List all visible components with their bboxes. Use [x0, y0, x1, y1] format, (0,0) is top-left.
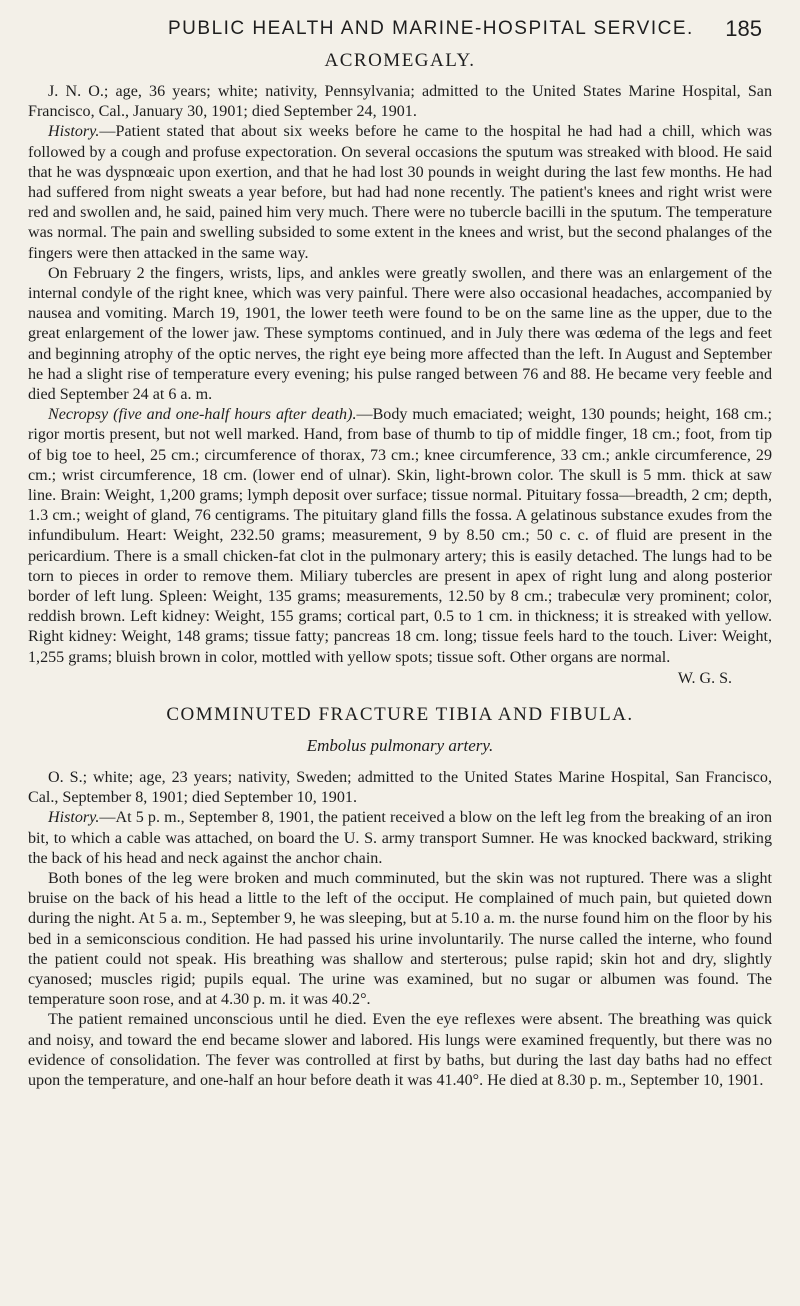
necropsy-text: —Body much emaciated; weight, 130 pounds; height, 168 cm.; rigor mortis present, but not well marked. Hand, from base of thumb to tip of middle finger, 18 cm.; foot, from tip of big toe to heel, 25 cm.; circumference of thorax, 73 cm.; knee circumference, 33 cm.; ankle circumference, 29 cm.; wrist circumference, 18 cm. (lower end of ulnar). Skin, light-brown color. The skull is 5 mm. thick at saw line. Brain: Weight, 1,200 grams; lymph deposit over surface; tissue normal. Pituitary fossa—breadth, 2 cm; depth, 1.3 cm.; weight of gland, 76 centigrams. The pituitary gland fills the fossa. A gelatinous substance exudes from the infundibulum. Heart: Weight, 232.50 grams; measurement, 9 by 8.50 cm.; 50 c. c. of fluid are present in the pericardium. There is a small chicken-fat clot in the pulmonary artery; this is easily detached. The lungs had to be torn to pieces in order to remove them. Miliary tubercles are present in apex of right lung and along posterior border of left lung. Spleen: Weight, 135 grams; measurements, 12.50 by 8 cm.; trabeculæ very prominent; color, reddish brown. Left kidney: Weight, 155 grams; cortical part, 0.5 to 1 cm. in thickness; it is streaked with yellow. Right kidney: Weight, 148 grams; tissue fatty; pancreas 18 cm. long; tissue feels hard to the touch. Liver: Weight, 1,255 grams; bluish brown in color, mottled with yellow spots; tissue soft. Other organs are normal.	[28, 406, 772, 666]
article-acromegaly	[28, 50, 772, 688]
article-fracture	[28, 704, 772, 1091]
outcome-paragraph: The patient remained unconscious until he died. Even the eye reflexes were absent. The breathing was quick and noisy, and toward the end became slower and labored. His lungs were examined frequently, but there was no evidence of consolidation. The fever was controlled at first by baths, but during the last day baths had no effect upon the temperature, and one-half an hour before death it was 41.40°. He died at 8.30 p. m., September 10, 1901.	[28, 1011, 772, 1089]
article-subtitle: Embolus pulmonary artery.	[306, 735, 494, 755]
case-summary-paragraph: O. S.; white; age, 23 years; nativity, Sweden; admitted to the United States Marine Hospital, San Francisco, Cal., September 8, 1901; died September 10, 1901.	[28, 768, 772, 807]
history-text: —At 5 p. m., September 8, 1901, the patient received a blow on the left leg from the breaking of an iron bit, to which a cable was attached, on board the U. S. army transport Sumner. He was knocked backward, striking the back of his head and neck against the anchor chain.	[28, 809, 772, 867]
history-lead: History.	[48, 123, 100, 141]
history-text: —Patient stated that about six weeks before he came to the hospital he had had a chill, which was followed by a cough and profuse expectoration. On several occasions the sputum was streaked with blood. He said that he was dyspnœaic upon exertion, and that he had lost 30 pounds in weight during the last few months. He had had suffered from night sweats a year before, but had had none recently. The patient's knees and right wrist were red and swollen and, he said, pained him very much. There were no tubercle bacilli in the sputum. The temperature was normal. The pain and swelling subsided to some extent in the knees and wrist, but the second phalanges of the fingers were then attacked in the same way.	[28, 123, 772, 262]
running-header	[28, 14, 772, 42]
necropsy-paragraph	[28, 405, 772, 668]
article-title: COMMINUTED FRACTURE TIBIA AND FIBULA.	[166, 703, 634, 725]
case-summary-paragraph: J. N. O.; age, 36 years; white; nativity, Pennsylvania; admitted to the United States Marine Hospital, San Francisco, Cal., January 30, 1901; died September 24, 1901.	[28, 83, 772, 121]
history-lead: History.	[48, 809, 100, 827]
progress-paragraph: On February 2 the fingers, wrists, lips, and ankles were greatly swollen, and there was an enlargement of the internal condyle of the right knee, which was very painful. There were also occasional headaches, accompanied by nausea and vomiting. March 19, 1901, the lower teeth were found to be on the same line as the upper, due to the great enlargement of the lower jaw. These symptoms continued, and in July there was œdema of the legs and feet and beginning atrophy of the optic nerves, the right eye being more affected than the left. In August and September he had a slight rise of temperature every evening; his pulse ranged between 76 and 88. He became very feeble and died September 24 at 6 a. m.	[28, 264, 772, 404]
necropsy-lead: Necropsy (five and one-half hours after death).	[48, 406, 357, 424]
injury-paragraph: Both bones of the leg were broken and much comminuted, but the skin was not ruptured. There was a slight bruise on the back of his head a little to the left of the occiput. He complained of much pain, but quieted down during the night. At 5 a. m., September 9, he was sleeping, but at 5.10 a. m. the nurse found him on the floor by his bed in a semiconscious condition. He had passed his urine involuntarily. The nurse called the interne, who found the patient could not speak. His breathing was shallow and sterterous; pulse rapid; skin hot and dry, slightly cyanosed; muscles rigid; pupils equal. The urine was examined, but no sugar or albumen was found. The temperature soon rose, and at 4.30 p. m. it was 40.2°.	[28, 869, 772, 1009]
history-paragraph	[28, 122, 772, 263]
history-paragraph	[28, 808, 772, 869]
running-title: PUBLIC HEALTH AND MARINE-HOSPITAL SERVICE.	[168, 18, 694, 39]
author-signature: W. G. S.	[677, 669, 732, 687]
page-number: 185	[725, 16, 762, 41]
article-title: ACROMEGALY.	[324, 50, 476, 71]
